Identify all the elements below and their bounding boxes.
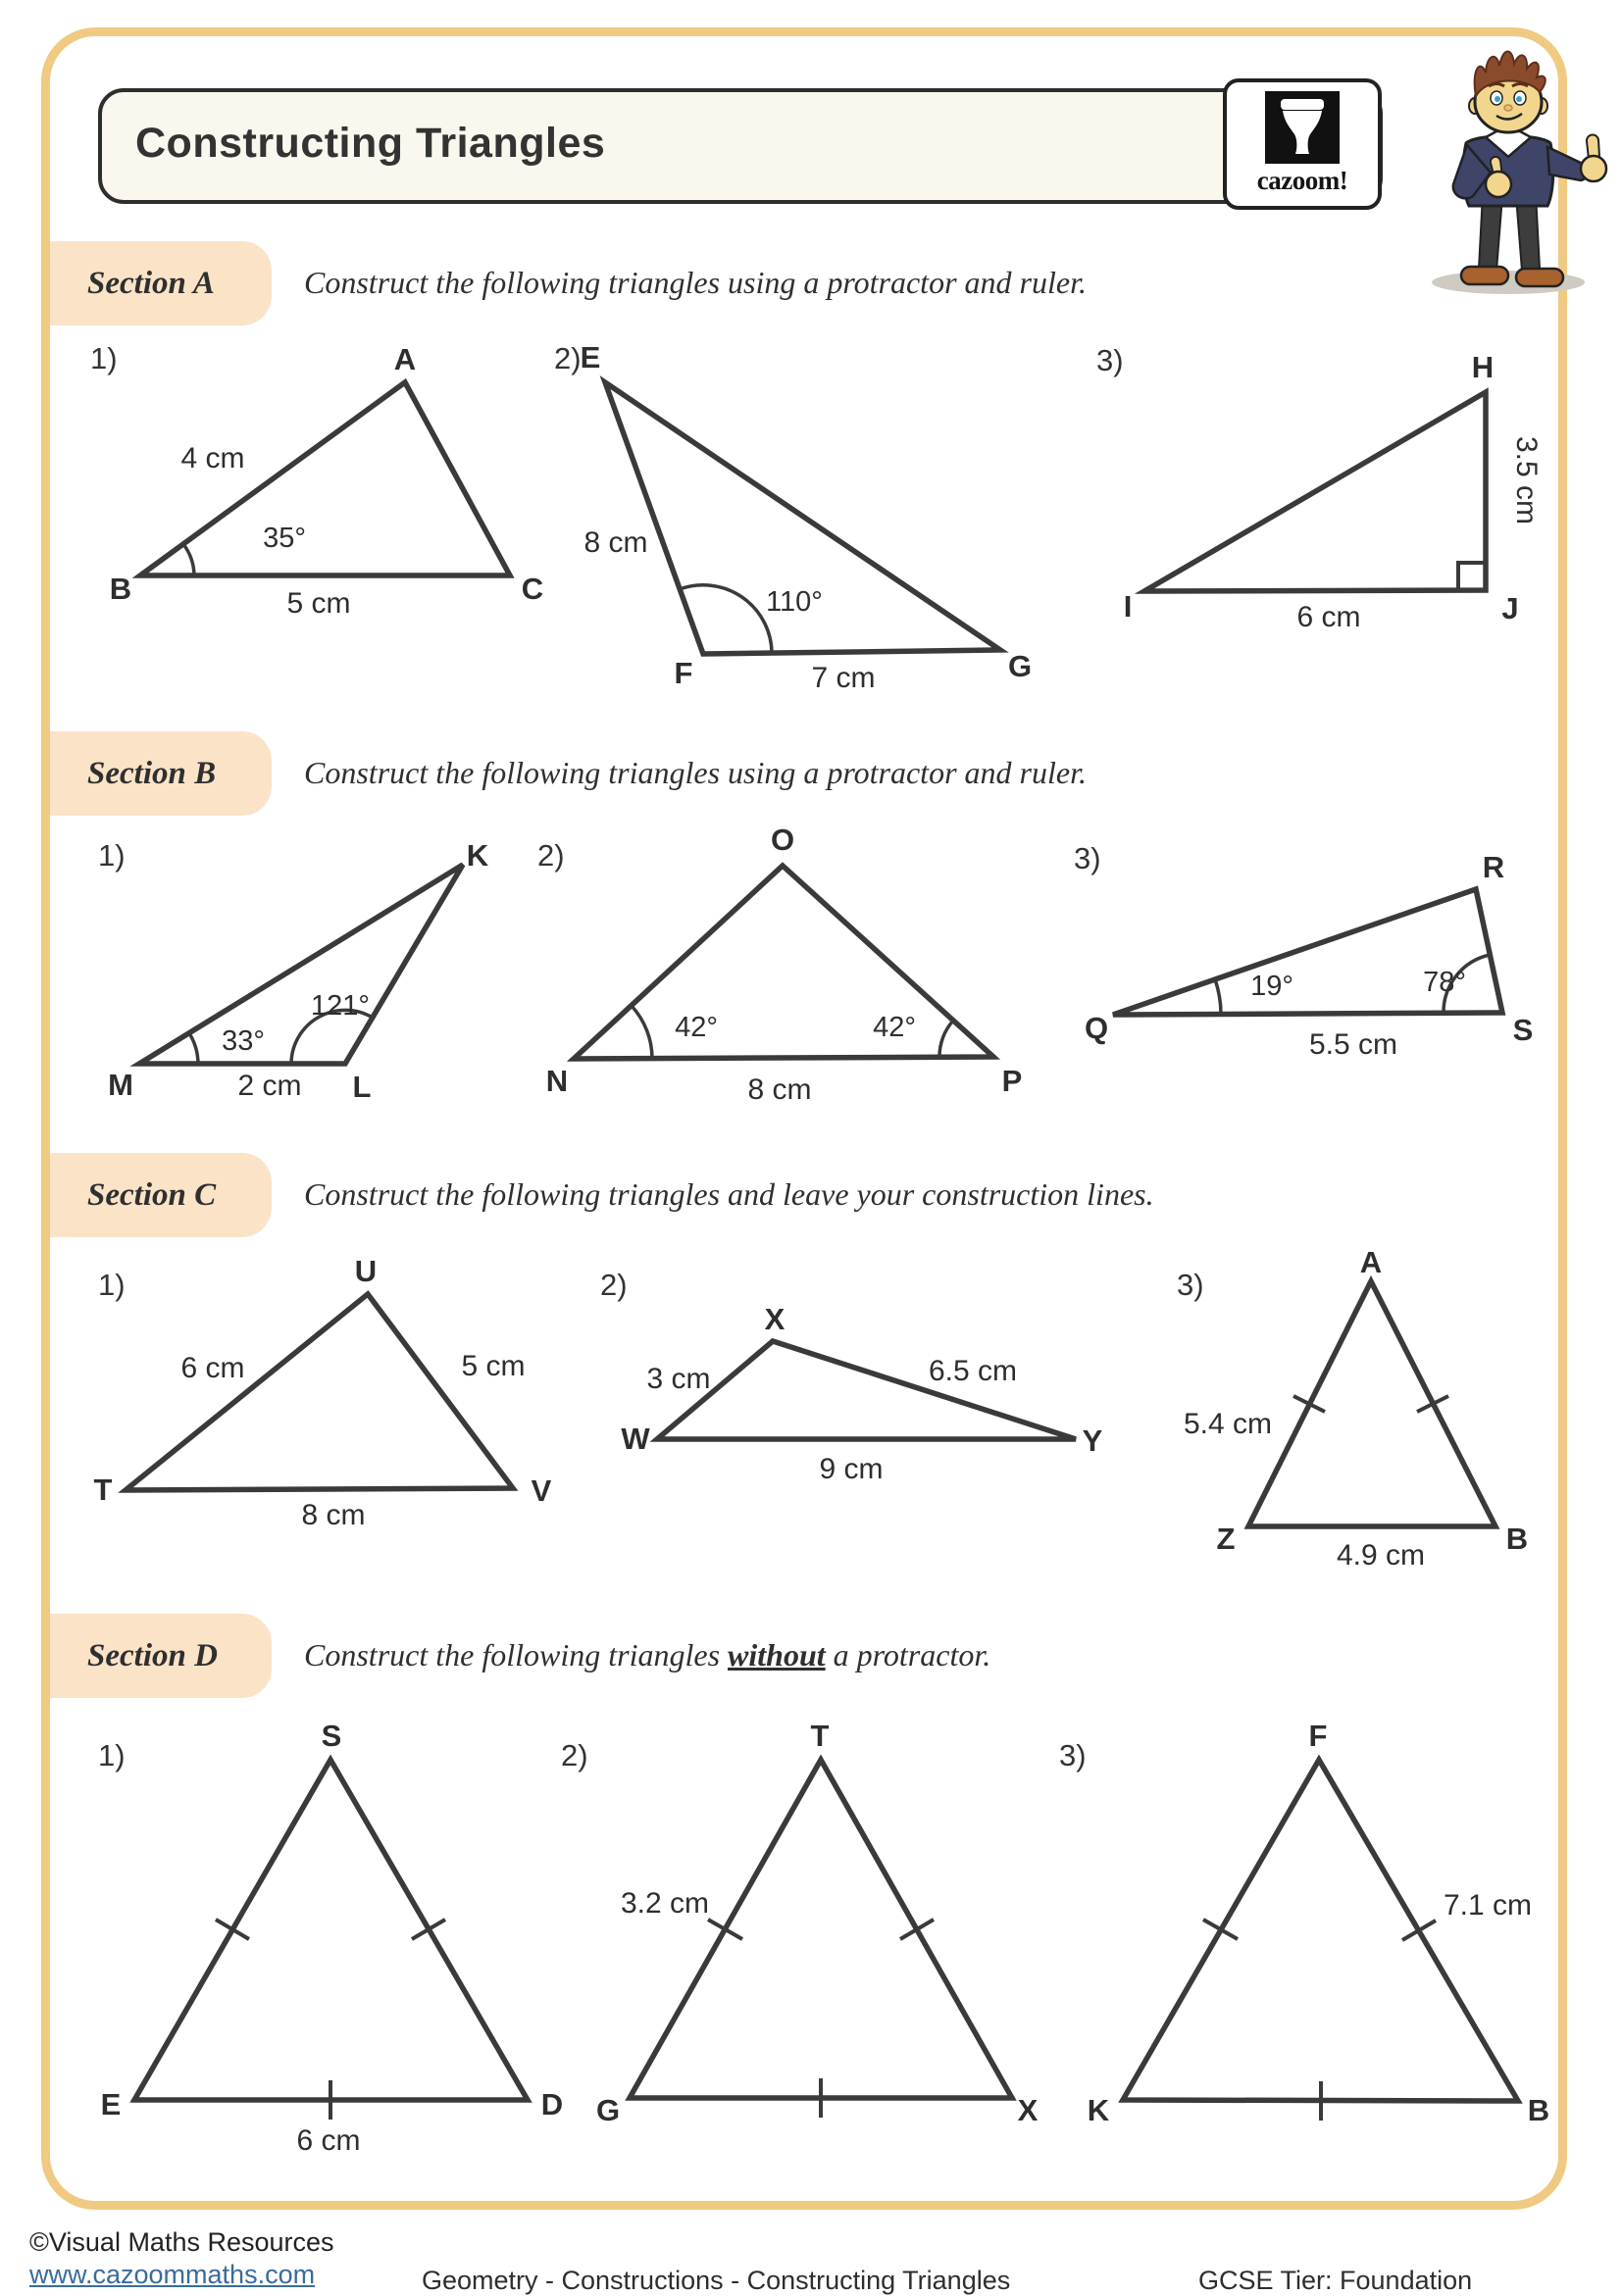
side-label-ZA: 5.4 cm [1183, 1408, 1273, 1440]
mascot-left-iris [1495, 96, 1500, 102]
mascot-hand [1581, 156, 1606, 181]
footer-topic: Geometry - Constructions - Constructing Triangles [422, 2266, 1011, 2295]
side-label-EF: 8 cm [583, 526, 648, 559]
item-number-c1: 1) [98, 1268, 126, 1302]
side-label-TU: 6 cm [180, 1352, 245, 1384]
section-b-instruction: Construct the following triangles using a protractor and ruler. [304, 755, 1087, 790]
triangle-a1-outline [140, 382, 510, 575]
side-label-XY: 6.5 cm [928, 1355, 1018, 1387]
section-c-instruction: Construct the following triangles and leave your construction lines. [304, 1176, 1154, 1212]
triangle-b3-figure [1064, 828, 1584, 1093]
side-label-NP: 8 cm [747, 1073, 812, 1106]
vertex-label-X: X [1017, 2093, 1039, 2127]
side-label-IJ: 6 cm [1296, 601, 1361, 633]
vertex-label-K: K [466, 838, 489, 873]
side-label-QS: 5.5 cm [1308, 1028, 1398, 1061]
footer-tier: GCSE Tier: Foundation [1198, 2266, 1473, 2295]
item-number-d2: 2) [561, 1738, 588, 1772]
tick-mark-left-side [216, 1920, 249, 1939]
section-c-label-text: Section C [87, 1176, 217, 1213]
vertex-label-Y: Y [1082, 1423, 1103, 1458]
tick-mark-right-side [900, 1920, 934, 1939]
drum-rim [1281, 99, 1324, 110]
item-number-c3: 3) [1177, 1268, 1204, 1302]
vertex-label-X: X [764, 1302, 786, 1336]
vertex-label-A: A [393, 342, 417, 376]
mascot-left-shoe [1461, 267, 1508, 284]
drum-icon-glyph [1265, 91, 1340, 164]
mascot-chest-fist [1486, 172, 1511, 197]
vertex-label-B: B [1527, 2093, 1550, 2127]
triangle-a3-figure [1079, 338, 1589, 652]
item-number-d1: 1) [98, 1738, 126, 1772]
triangle-b2-angle-arc-N [632, 1006, 652, 1059]
vertex-label-I: I [1123, 589, 1133, 624]
vertex-label-B: B [1505, 1522, 1529, 1556]
item-number-b1: 1) [98, 838, 126, 873]
item-number-c2: 2) [600, 1268, 628, 1302]
side-label-TV: 8 cm [301, 1499, 366, 1531]
section-a-label [50, 241, 272, 325]
triangle-c3-outline [1248, 1281, 1495, 1526]
vertex-label-B: B [109, 572, 132, 606]
item-number-a2: 2) [554, 341, 582, 375]
triangle-b2-outline [574, 866, 993, 1059]
footer-copyright: ©Visual Maths Resources [29, 2227, 334, 2257]
tick-mark-left-side [1203, 1920, 1238, 1939]
triangle-d2-figure [579, 1719, 1079, 2152]
section-c-label [50, 1153, 272, 1237]
vertex-label-E: E [100, 2087, 122, 2121]
vertex-label-U: U [354, 1254, 378, 1288]
vertex-label-L: L [352, 1070, 372, 1104]
triangle-b2-figure [530, 823, 1049, 1113]
vertex-label-J: J [1501, 591, 1519, 625]
section-d-label-text: Section D [87, 1637, 218, 1673]
logo-wordmark: cazoom! [1256, 166, 1348, 195]
item-number-b3: 3) [1074, 841, 1101, 875]
angle-label-P: 42° [873, 1012, 916, 1043]
triangle-d1-outline [134, 1760, 528, 2100]
cazoom-logo [1223, 78, 1382, 210]
vertex-label-F: F [674, 656, 693, 690]
triangle-c2-figure [588, 1284, 1108, 1490]
section-b-label-text: Section B [87, 755, 217, 791]
triangle-c1-figure [74, 1254, 574, 1531]
triangle-b1-angle-arc-M [189, 1033, 198, 1064]
angle-label-L: 121° [311, 990, 370, 1022]
section-d-instruction [304, 1637, 990, 1673]
triangle-a2-angle-arc [680, 585, 772, 653]
triangle-d3-outline [1123, 1760, 1518, 2101]
vertex-label-V: V [531, 1473, 552, 1508]
angle-label-Q: 19° [1250, 971, 1293, 1002]
vertex-label-G: G [1007, 649, 1033, 683]
vertex-label-H: H [1471, 350, 1495, 384]
angle-label-B: 35° [263, 523, 306, 554]
vertex-label-P: P [1001, 1064, 1023, 1098]
item-number-d3: 3) [1059, 1738, 1087, 1772]
side-label-ML: 2 cm [237, 1070, 302, 1102]
triangle-a3-outline [1144, 392, 1486, 591]
mascot-nose [1504, 105, 1512, 111]
side-label-HJ: 3.5 cm [1510, 435, 1543, 525]
vertex-label-C: C [521, 572, 544, 606]
side-label-BA: 4 cm [180, 442, 245, 474]
side-label-UV: 5 cm [461, 1350, 526, 1382]
triangle-a3-right-angle-mark [1458, 563, 1486, 590]
angle-label-M: 33° [222, 1025, 265, 1057]
side-label-FG: 7 cm [811, 662, 876, 694]
side-label-WX: 3 cm [646, 1363, 711, 1395]
side-label-ZB: 4.9 cm [1336, 1539, 1426, 1572]
mascot-right-iris [1516, 96, 1522, 102]
section-d-instruction-emphasis: without [728, 1637, 826, 1672]
angle-label-N: 42° [675, 1012, 718, 1043]
triangle-a1-angle-arc [183, 544, 194, 575]
item-number-b2: 2) [537, 838, 565, 873]
section-d-label [50, 1614, 272, 1698]
side-label-BC: 5 cm [286, 587, 351, 620]
tick-mark-right-side [412, 1920, 445, 1939]
vertex-label-Q: Q [1084, 1011, 1109, 1045]
vertex-label-A: A [1359, 1245, 1383, 1279]
vertex-label-W: W [621, 1422, 650, 1456]
section-d-instruction-pre: Construct the following triangles [304, 1637, 729, 1672]
side-label-ED: 6 cm [296, 2124, 361, 2157]
angle-label-F: 110° [766, 586, 823, 618]
vertex-label-E: E [580, 340, 601, 374]
section-b-label [50, 731, 272, 816]
triangle-c3-figure [1167, 1245, 1589, 1578]
section-d-instruction-post: a protractor. [825, 1637, 991, 1672]
footer-website-link[interactable]: www.cazoommaths.com [29, 2260, 316, 2289]
vertex-label-T: T [93, 1472, 113, 1507]
triangle-a2-figure [549, 338, 1059, 696]
item-number-a1: 1) [90, 341, 118, 375]
vertex-label-N: N [545, 1064, 569, 1098]
tick-mark-right-side [1402, 1921, 1436, 1940]
vertex-label-T: T [810, 1719, 830, 1753]
angle-label-S: 78° [1423, 967, 1466, 998]
triangle-b2-angle-arc-P [939, 1021, 953, 1057]
triangle-a1-figure [83, 338, 554, 632]
drum-body [1283, 111, 1322, 154]
triangle-c1-outline [126, 1294, 513, 1490]
item-number-a3: 3) [1096, 343, 1124, 377]
mascot-illustration [1393, 47, 1622, 297]
triangle-d3-figure [1074, 1719, 1594, 2152]
side-label-FB: 7.1 cm [1443, 1889, 1533, 1922]
tick-mark-left-side [708, 1920, 742, 1939]
section-a-instruction: Construct the following triangles using a protractor and ruler. [304, 265, 1087, 300]
page-title: Constructing Triangles [135, 120, 606, 167]
section-a-label-text: Section A [87, 265, 215, 301]
triangle-b1-figure [74, 828, 515, 1113]
vertex-label-F: F [1308, 1719, 1328, 1753]
vertex-label-R: R [1482, 850, 1505, 884]
triangle-d2-outline [630, 1760, 1012, 2098]
vertex-label-Z: Z [1216, 1522, 1236, 1556]
triangle-d1-figure [83, 1719, 583, 2157]
mascot-right-shoe [1516, 269, 1563, 286]
triangle-b3-angle-arc-Q [1215, 979, 1221, 1015]
side-label-WY: 9 cm [819, 1453, 884, 1485]
vertex-label-S: S [321, 1719, 342, 1753]
vertex-label-G: G [595, 2093, 621, 2127]
side-label-GT: 3.2 cm [620, 1887, 710, 1920]
drum-icon [1265, 91, 1340, 164]
vertex-label-S: S [1512, 1013, 1534, 1047]
vertex-label-M: M [108, 1068, 133, 1102]
vertex-label-D: D [540, 2087, 564, 2121]
vertex-label-K: K [1087, 2093, 1110, 2127]
vertex-label-O: O [770, 823, 795, 857]
